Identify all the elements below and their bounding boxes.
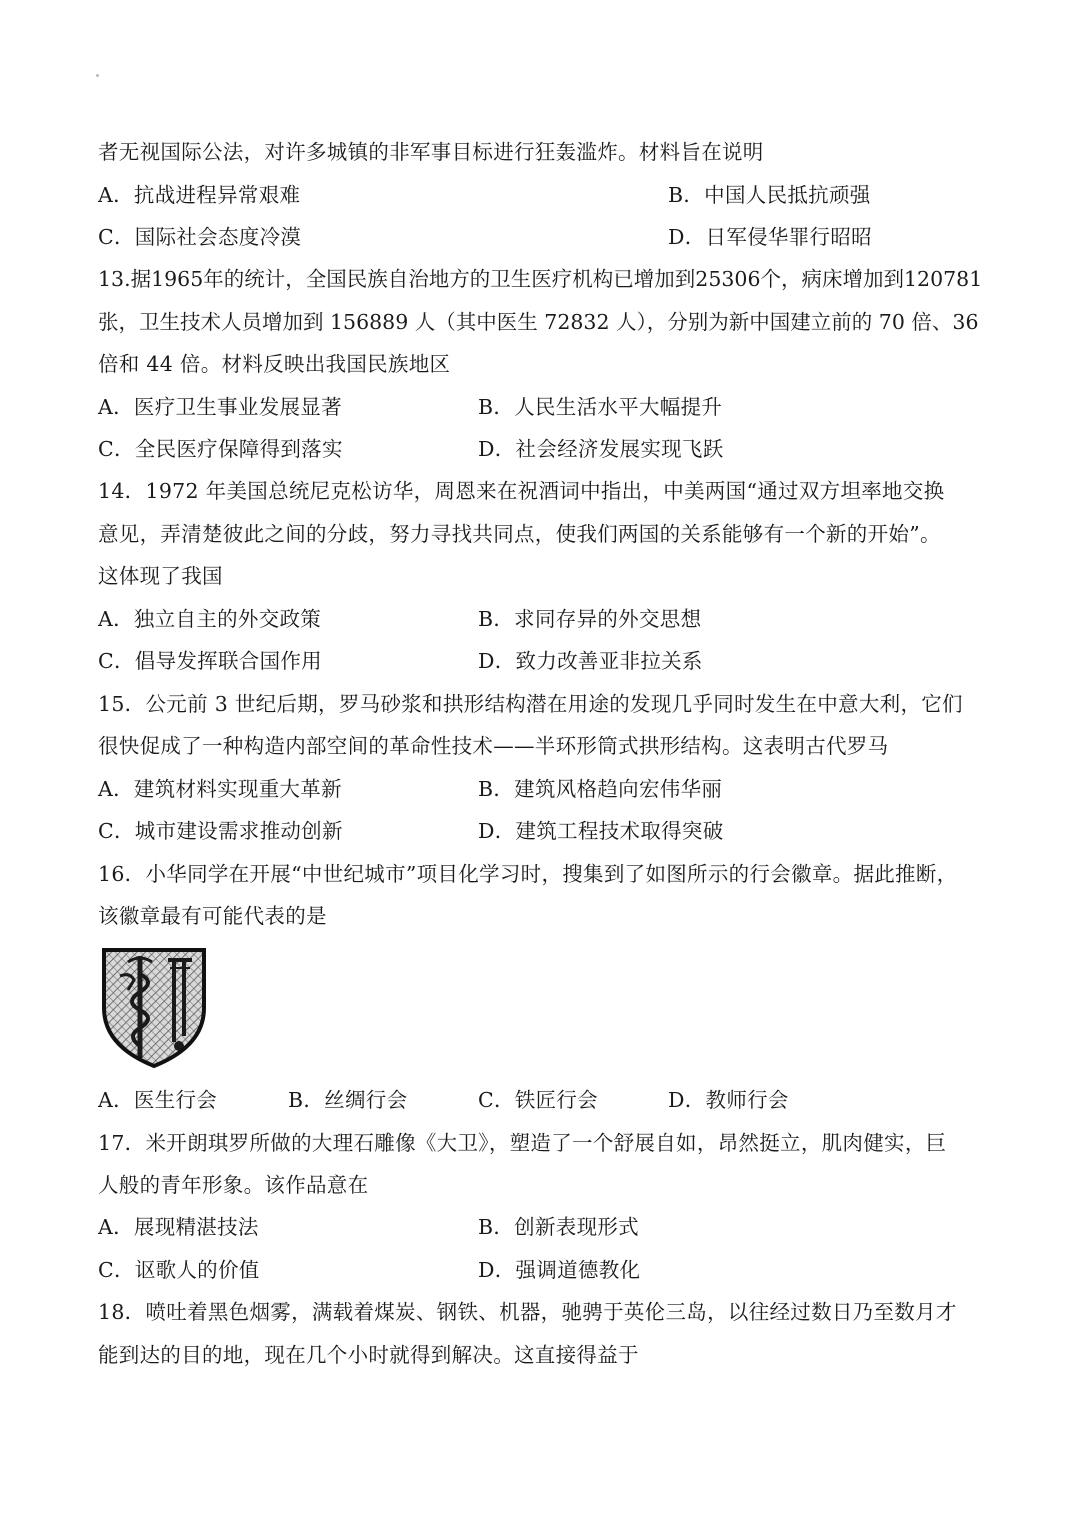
q18-stem-line-2: 能到达的目的地，现在几个小时就得到解决。这直接得益于 <box>98 1343 639 1367</box>
q13-stem-line-3: 倍和 44 倍。材料反映出我国民族地区 <box>98 352 451 376</box>
q16-option-d: D．教师行会 <box>668 1088 789 1112</box>
q13-stem-line-2: 张，卫生技术人员增加到 156889 人（其中医生 72832 人），分别为新中国建立前的 70 倍、36 <box>98 310 979 334</box>
q13-option-d: D．社会经济发展实现飞跃 <box>478 437 724 461</box>
q12-option-c: C．国际社会态度冷漠 <box>98 225 302 249</box>
q14-option-d: D．致力改善亚非拉关系 <box>478 649 703 673</box>
q12-option-b: B．中国人民抵抗顽强 <box>668 183 871 207</box>
q12-option-a: A．抗战进程异常艰难 <box>98 183 301 207</box>
q17-option-d: D．强调道德教化 <box>478 1258 641 1282</box>
q15-stem-line-1: 15．公元前 3 世纪后期，罗马砂浆和拱形结构潜在用途的发现几乎同时发生在中意大利，它们 <box>98 692 963 716</box>
q16-option-a: A．医生行会 <box>98 1088 218 1112</box>
q15-option-d: D．建筑工程技术取得突破 <box>478 819 724 843</box>
q15-stem-line-2: 很快促成了一种构造内部空间的革命性技术——半环形筒式拱形结构。这表明古代罗马 <box>98 734 889 758</box>
q13-stem-line-1: 13.据1965年的统计，全国民族自治地方的卫生医疗机构已增加到25306个，病床增加到120781 <box>98 267 983 291</box>
q15-option-c: C．城市建设需求推动创新 <box>98 819 343 843</box>
q17-option-a: A．展现精湛技法 <box>98 1215 259 1239</box>
q16-option-c: C．铁匠行会 <box>478 1088 598 1112</box>
q13-option-c: C．全民医疗保障得到落实 <box>98 437 343 461</box>
q13-option-b: B．人民生活水平大幅提升 <box>478 395 723 419</box>
q17-stem-line-2: 人般的青年形象。该作品意在 <box>98 1173 369 1197</box>
q13-option-a: A．医疗卫生事业发展显著 <box>98 395 342 419</box>
q17-option-c: C．讴歌人的价值 <box>98 1258 260 1282</box>
q18-stem-line-1: 18．喷吐着黑色烟雾，满载着煤炭、钢铁、机器，驰骋于英伦三岛，以往经过数日乃至数月才 <box>98 1300 957 1324</box>
q15-option-b: B．建筑风格趋向宏伟华丽 <box>478 777 723 801</box>
q14-option-c: C．倡导发挥联合国作用 <box>98 649 322 673</box>
q16-stem-line-2: 该徽章最有可能代表的是 <box>98 904 327 928</box>
q12-option-d: D．日军侵华罪行昭昭 <box>668 225 872 249</box>
q16-option-b: B．丝绸行会 <box>288 1088 408 1112</box>
q17-stem-line-1: 17．米开朗琪罗所做的大理石雕像《大卫》，塑造了一个舒展自如，昂然挺立，肌肉健实，巨 <box>98 1131 947 1155</box>
q14-stem-line-1: 14．1972 年美国总统尼克松访华，周恩来在祝酒词中指出，中美两国“通过双方坦率地交换 <box>98 479 945 503</box>
guild-badge-image <box>100 946 208 1070</box>
q14-option-b: B．求同存异的外交思想 <box>478 607 702 631</box>
q14-stem-line-2: 意见，弄清楚彼此之间的分歧，努力寻找共同点，使我们两国的关系能够有一个新的开始”。 <box>98 522 941 546</box>
scan-speck <box>96 74 99 77</box>
q12-stem-tail: 者无视国际公法，对许多城镇的非军事目标进行狂轰滥炸。材料旨在说明 <box>98 140 764 164</box>
q15-option-a: A．建筑材料实现重大革新 <box>98 777 342 801</box>
q14-stem-line-3: 这体现了我国 <box>98 564 223 588</box>
q17-option-b: B．创新表现形式 <box>478 1215 639 1239</box>
q16-stem-line-1: 16．小华同学在开展“中世纪城市”项目化学习时，搜集到了如图所示的行会徽章。据此推断， <box>98 862 958 886</box>
q14-option-a: A．独立自主的外交政策 <box>98 607 322 631</box>
